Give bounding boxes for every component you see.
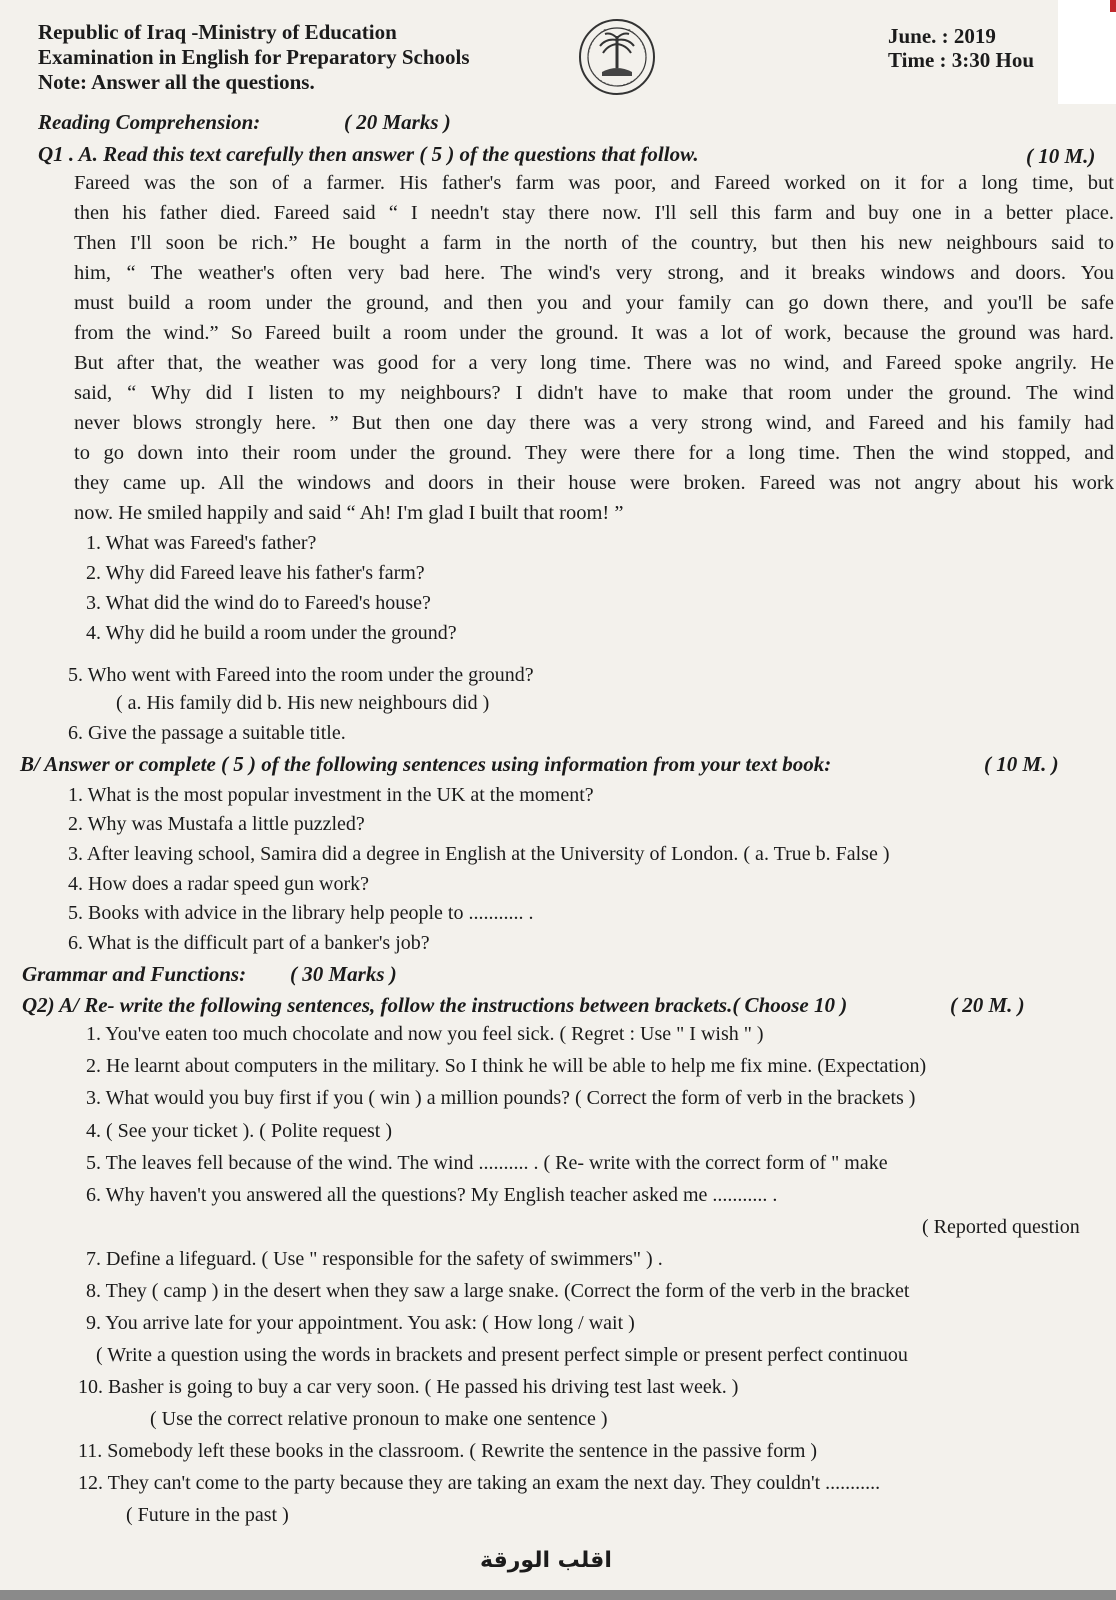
reading-question: 2. Why did Fareed leave his father's farm? <box>86 562 425 584</box>
textbook-question: 6. What is the difficult part of a banker's job? <box>68 932 430 954</box>
grammar-item: 5. The leaves fell because of the wind. The wind .......... . ( Re- write with the correct form of " make <box>86 1152 888 1174</box>
grammar-item: 1. You've eaten too much chocolate and now you feel sick. ( Regret : Use " I wish " ) <box>86 1023 764 1045</box>
textbook-question: 5. Books with advice in the library help people to ........... . <box>68 902 534 924</box>
turn-page-note: اقلب الورقة <box>480 1548 612 1573</box>
ministry-line: Republic of Iraq -Ministry of Education <box>38 20 397 44</box>
passage-line: must build a room under the ground, and then you and your family can go down there, and you'll be safe <box>74 292 1114 314</box>
grammar-item: 9. You arrive late for your appointment. You ask: ( How long / wait ) <box>86 1312 635 1334</box>
q2a-instruction: Q2) A/ Re- write the following sentences, follow the instructions between brackets.( Choose 10 ) <box>22 993 848 1017</box>
grammar-item: 8. They ( camp ) in the desert when they saw a large snake. (Correct the form of the verb in the bracket <box>86 1280 910 1302</box>
scan-edge-mark <box>1110 0 1116 12</box>
reading-question: 5. Who went with Fareed into the room under the ground? <box>68 664 534 686</box>
exam-date: June. : 2019 <box>888 24 996 48</box>
grammar-heading: Grammar and Functions: <box>22 962 247 986</box>
textbook-question: 1. What is the most popular investment in the UK at the moment? <box>68 784 594 806</box>
grammar-item: 7. Define a lifeguard. ( Use " responsible for the safety of swimmers" ) . <box>86 1248 663 1270</box>
passage-line: Then I'll soon be rich.” He bought a farm in the north of the country, but then his new neighbours said to <box>74 232 1114 254</box>
part-b-marks: ( 10 M. ) <box>984 752 1059 776</box>
reading-question: 6. Give the passage a suitable title. <box>68 722 346 744</box>
textbook-question: 4. How does a radar speed gun work? <box>68 873 370 895</box>
q2a-marks: ( 20 M. ) <box>950 993 1025 1017</box>
exam-title: Examination in English for Preparatory Schools <box>38 45 470 69</box>
header-left <box>38 20 470 95</box>
scan-bottom-edge <box>0 1590 1116 1600</box>
grammar-item: 2. He learnt about computers in the military. So I think he will be able to help me fix mine. (Expectation) <box>86 1055 927 1077</box>
passage-line: they came up. All the windows and doors in their house were broken. Fareed was not angry about his work <box>74 472 1114 494</box>
exam-time: Time : 3:30 Hou <box>888 48 1035 72</box>
q1a-marks: ( 10 M.) <box>1026 144 1096 168</box>
textbook-question: 2. Why was Mustafa a little puzzled? <box>68 813 365 835</box>
reading-marks: ( 20 Marks ) <box>344 110 451 134</box>
passage-line: from the wind.” So Fareed built a room under the ground. It was a lot of work, because the ground was hard. <box>74 322 1114 344</box>
reading-passage <box>74 168 1114 528</box>
grammar-item: 6. Why haven't you answered all the questions? My English teacher asked me ........... . <box>86 1184 778 1206</box>
q1a-instruction: Q1 . A. Read this text carefully then answer ( 5 ) of the questions that follow. <box>38 142 699 166</box>
q5-options: ( a. His family did b. His new neighbours did ) <box>116 692 490 714</box>
grammar-item: 11. Somebody left these books in the classroom. ( Rewrite the sentence in the passive form ) <box>78 1440 818 1462</box>
reading-heading: Reading Comprehension: <box>38 110 261 134</box>
passage-line: said, “ Why did I listen to my neighbours? I didn't have to make that room under the ground. The wind <box>74 382 1114 404</box>
grammar-instruction: ( Use the correct relative pronoun to make one sentence ) <box>150 1408 608 1430</box>
grammar-item: 3. What would you buy first if you ( win ) a million pounds? ( Correct the form of verb in the brackets ) <box>86 1087 916 1109</box>
textbook-question: 3. After leaving school, Samira did a degree in English at the University of London. ( a. True b. False ) <box>68 843 890 865</box>
reading-question: 1. What was Fareed's father? <box>86 532 317 554</box>
grammar-marks: ( 30 Marks ) <box>290 962 397 986</box>
grammar-item: 12. They can't come to the party because they are taking an exam the next day. They couldn't ........... <box>78 1472 881 1494</box>
grammar-item: 10. Basher is going to buy a car very soon. ( He passed his driving test last week. ) <box>78 1376 739 1398</box>
grammar-instruction: ( Write a question using the words in brackets and present perfect simple or present perfect continuou <box>96 1344 908 1366</box>
reading-question: 4. Why did he build a room under the ground? <box>86 622 457 644</box>
exam-note: Note: Answer all the questions. <box>38 70 315 94</box>
part-b-instruction: B/ Answer or complete ( 5 ) of the following sentences using information from your text book: <box>20 752 832 776</box>
passage-line: to go down into their room under the ground. They were there for a long time. Then the wind stopped, and <box>74 442 1114 464</box>
passage-line: never blows strongly here. ” But then one day there was a very strong wind, and Fareed and his family had <box>74 412 1114 434</box>
reading-question: 3. What did the wind do to Fareed's house? <box>86 592 431 614</box>
passage-line: now. He smiled happily and said “ Ah! I'm glad I built that room! ” <box>74 502 624 524</box>
ministry-seal-icon <box>578 18 656 96</box>
scan-edge <box>1058 0 1116 104</box>
passage-line: Fareed was the son of a farmer. His father's farm was poor, and Fareed worked on it for a long time, but <box>74 172 1114 194</box>
passage-line: But after that, the weather was good for a very long time. There was no wind, and Fareed spoke angrily. He <box>74 352 1114 374</box>
passage-line: him, “ The weather's often very bad here. The wind's very strong, and it breaks windows and doors. You <box>74 262 1114 284</box>
passage-line: then his father died. Fareed said “ I needn't stay there now. I'll sell this farm and buy one in a better place. <box>74 202 1114 224</box>
grammar-instruction: ( Future in the past ) <box>126 1504 289 1526</box>
header-right <box>888 24 1034 72</box>
grammar-instruction: ( Reported question <box>922 1216 1080 1238</box>
grammar-item: 4. ( See your ticket ). ( Polite request ) <box>86 1120 393 1142</box>
